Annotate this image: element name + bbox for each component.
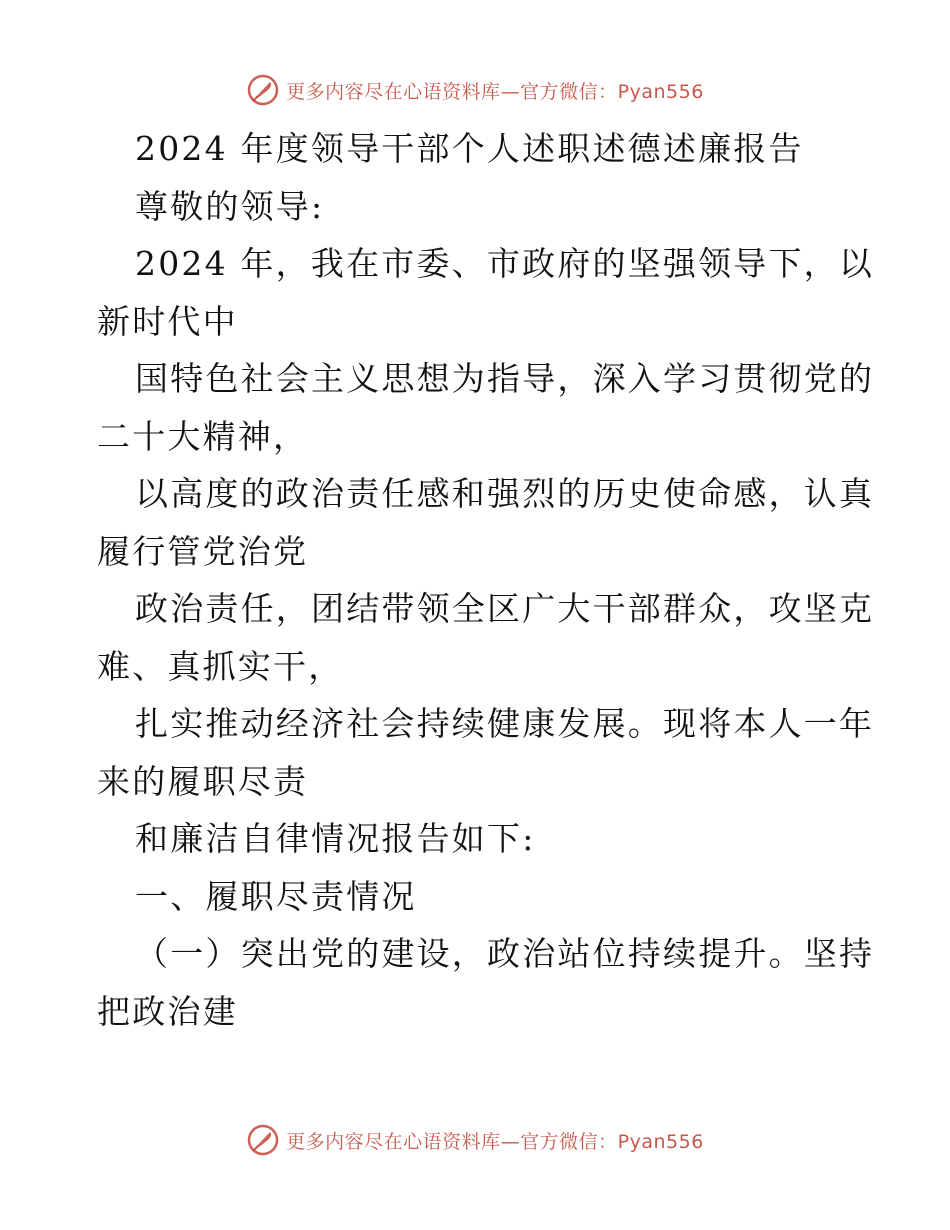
header-watermark: [0, 70, 950, 110]
paragraph-line: 把政治建: [97, 991, 238, 1031]
paragraph-line: 以高度的政治责任感和强烈的历史使命感，认真: [135, 474, 875, 513]
watermark-text: 更多内容尽在心语资料库—官方微信：Pyan556: [286, 1130, 704, 1153]
watermark-text: 更多内容尽在心语资料库—官方微信：Pyan556: [286, 80, 704, 103]
paragraph-line: 二十大精神，: [97, 416, 309, 456]
paragraph-line: 来的履职尽责: [97, 761, 309, 801]
subsection-line: （一）突出党的建设，政治站位持续提升。坚持: [135, 934, 875, 973]
feather-pen-logo-icon: [246, 73, 280, 107]
section-heading: 一、履职尽责情况: [135, 876, 417, 916]
document-title: 2024 年度领导干部个人述职述德述廉报告: [135, 129, 804, 168]
paragraph-line: 和廉洁自律情况报告如下:: [135, 819, 536, 858]
document-body: [97, 120, 875, 1040]
footer-watermark: [0, 1120, 950, 1160]
paragraph-line: 履行管党治党: [97, 531, 309, 571]
paragraph-line: 政治责任，团结带领全区广大干部群众，攻坚克: [135, 589, 875, 628]
paragraph-line: 扎实推动经济社会持续健康发展。现将本人一年: [135, 704, 875, 743]
feather-pen-logo-icon: [246, 1123, 280, 1157]
salutation: 尊敬的领导:: [135, 186, 325, 226]
paragraph-line: 2024 年，我在市委、市政府的坚强领导下，以: [135, 244, 875, 283]
paragraph-line: 国特色社会主义思想为指导，深入学习贯彻党的: [135, 359, 875, 398]
paragraph-line: 新时代中: [97, 301, 238, 341]
paragraph-line: 难、真抓实干，: [97, 646, 344, 686]
